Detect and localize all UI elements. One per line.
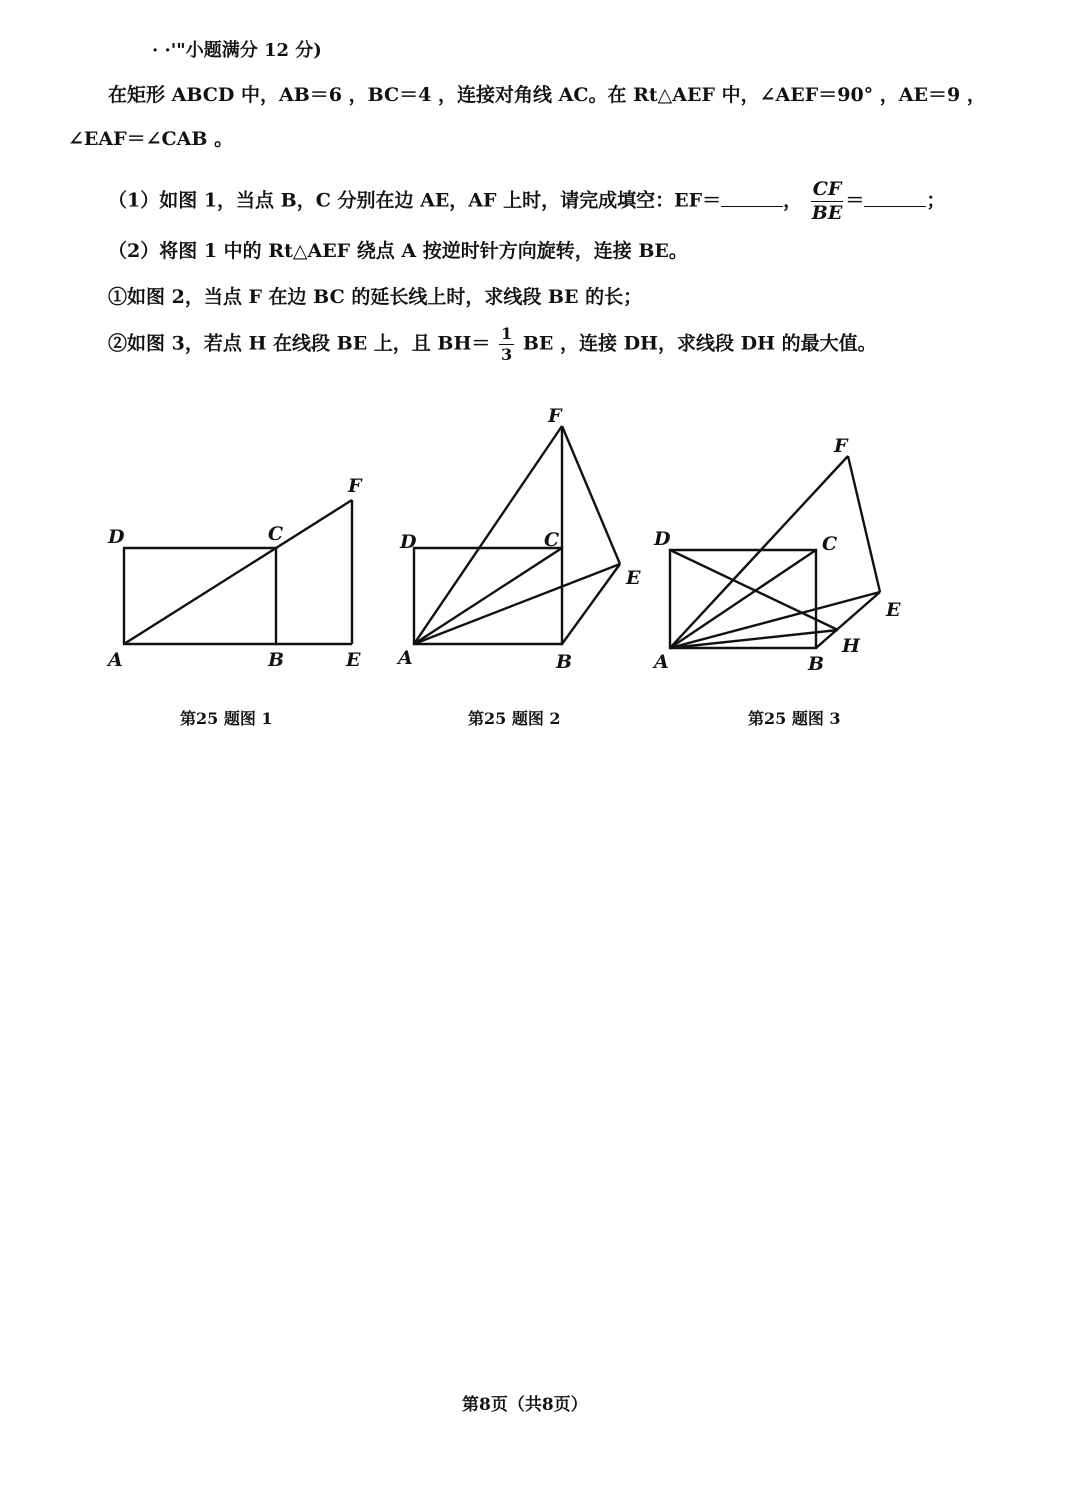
label-e: E bbox=[346, 649, 361, 671]
fraction-denominator: BE bbox=[811, 202, 843, 224]
label-b: B bbox=[808, 653, 825, 675]
problem-intro-line1: 在矩形 ABCD 中，AB＝6 ，BC＝4 ，连接对角线 AC。在 Rt△AEF 中，∠AEF＝90° ，AE＝9 ， bbox=[108, 84, 986, 106]
figure-2-caption: 第25 题图 2 bbox=[468, 709, 561, 728]
part2-sub2-suffix: BE ，连接 DH，求线段 DH 的最大值。 bbox=[522, 332, 877, 355]
page-number: 第8页（共8页） bbox=[462, 1395, 588, 1415]
label-e: E bbox=[886, 599, 901, 621]
fraction-numerator: 1 bbox=[501, 324, 513, 343]
label-h: H bbox=[842, 635, 860, 657]
label-f: F bbox=[548, 405, 562, 427]
problem-intro-line2: ∠EAF＝∠CAB 。 bbox=[68, 128, 234, 150]
figure-2 bbox=[394, 400, 684, 680]
segment-af bbox=[124, 500, 352, 644]
label-e: E bbox=[626, 567, 641, 589]
segment-dh bbox=[670, 550, 838, 630]
fraction-numerator: CF bbox=[812, 178, 842, 200]
figure-1 bbox=[100, 470, 400, 680]
figure-3 bbox=[650, 430, 950, 680]
label-a: A bbox=[654, 651, 669, 673]
segment-af bbox=[414, 426, 562, 644]
label-d: D bbox=[400, 531, 417, 553]
label-c: C bbox=[544, 529, 560, 551]
part2-sub2 bbox=[108, 326, 877, 363]
figure-3-caption: 第25 题图 3 bbox=[748, 709, 841, 728]
label-c: C bbox=[822, 533, 838, 555]
part2-question: （2）将图 1 中的 Rt△AEF 绕点 A 按逆时针方向旋转，连接 BE。 bbox=[108, 240, 688, 262]
label-b: B bbox=[556, 651, 573, 673]
part1-question bbox=[108, 180, 945, 223]
segment-fe bbox=[848, 456, 880, 592]
label-f: F bbox=[834, 435, 848, 457]
fraction-denominator: 3 bbox=[501, 345, 513, 364]
fraction-one-third bbox=[499, 326, 514, 363]
score-note: · ·'"小题满分 12 分) bbox=[152, 40, 322, 61]
segment-ah bbox=[670, 630, 838, 648]
label-f: F bbox=[348, 475, 362, 497]
figure-1-caption: 第25 题图 1 bbox=[180, 709, 273, 728]
label-a: A bbox=[108, 649, 123, 671]
label-d: D bbox=[654, 528, 671, 550]
exam-page bbox=[22, 0, 1058, 1499]
part1-separator: ， bbox=[783, 189, 803, 212]
part1-equals: ＝ bbox=[845, 189, 865, 212]
fraction-cf-be bbox=[811, 180, 844, 223]
label-d: D bbox=[108, 526, 125, 548]
answer-blank-ratio[interactable] bbox=[864, 190, 926, 207]
part1-end: ； bbox=[926, 189, 946, 212]
part2-sub1: ①如图 2，当点 F 在边 BC 的延长线上时，求线段 BE 的长； bbox=[108, 286, 643, 308]
label-c: C bbox=[268, 523, 284, 545]
part2-sub2-prefix: ②如图 3，若点 H 在线段 BE 上，且 BH＝ bbox=[108, 332, 491, 355]
segment-ac bbox=[670, 550, 816, 648]
label-b: B bbox=[268, 649, 285, 671]
part1-prefix: （1）如图 1，当点 B，C 分别在边 AE，AF 上时，请完成填空：EF＝ bbox=[108, 189, 722, 212]
segment-fe bbox=[562, 426, 620, 564]
answer-blank-ef[interactable] bbox=[721, 190, 783, 207]
label-a: A bbox=[398, 647, 413, 669]
